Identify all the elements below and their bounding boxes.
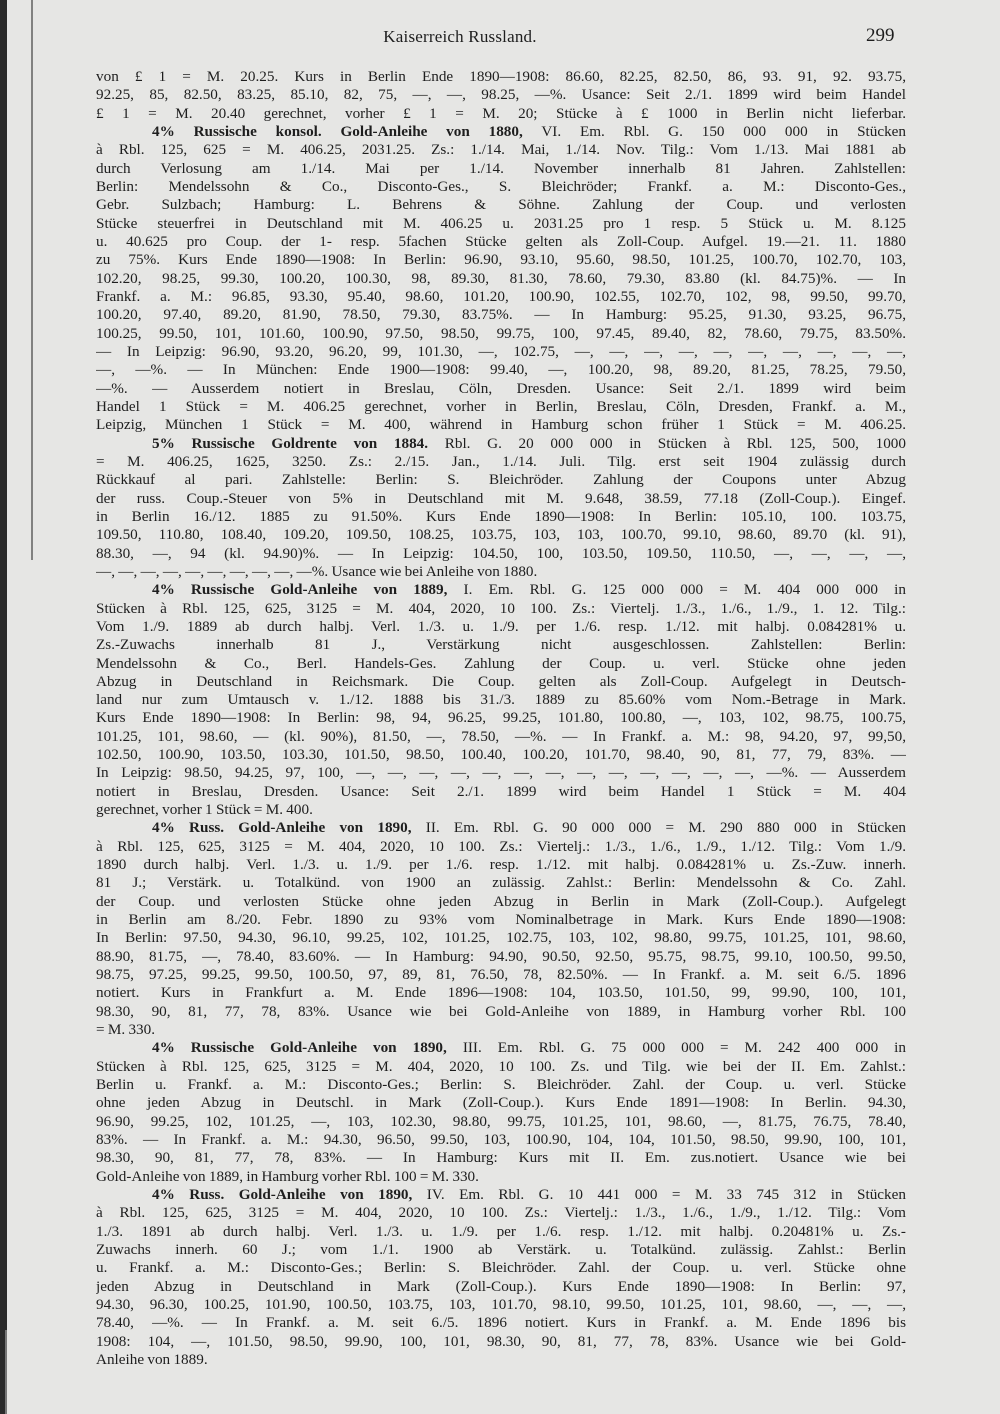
scan-line <box>31 0 33 560</box>
line-text: Anleihe von 1889. <box>96 1350 208 1368</box>
entry-heading-line <box>96 1039 906 1057</box>
text-line <box>96 1278 906 1296</box>
text-line <box>96 160 906 178</box>
line-text: gerechnet, vorher 1 Stück = M. 400. <box>96 801 313 819</box>
entry-heading-line <box>96 123 906 141</box>
line-text: der russ. Coup.-Steuer von 5% in Deutschland mit M. 9.648, 38.59, 77.18 (Zoll-Coup.). Eingef. <box>96 489 906 507</box>
line-text: jeden Abzug in Deutschland in Mark (Zoll-Coup.). Kurs Ende 1890—1908: In Berlin: 97, <box>96 1277 906 1295</box>
line-text: 98.30, 90, 81, 77, 78, 83%. — In Hamburg: Kurs mit II. Em. zus.notiert. Usance wie bei <box>96 1149 906 1167</box>
line-text: à Rbl. 125, 625 = M. 406.25, 2031.25. Zs.: 1./14. Mai, 1./14. Nov. Tilg.: Vom 1./13. Mai 1881 ab <box>96 141 906 159</box>
text-line <box>96 1259 906 1277</box>
line-text: Leipzig, München 1 Stück = M. 400, während in Hamburg schon früher 1 Stück = M. 406.25. <box>96 416 906 434</box>
line-text: von £ 1 = M. 20.25. Kurs in Berlin Ende 1890—1908: 86.60, 82.25, 82.50, 86, 93. 91, 92. 93.75, <box>96 68 906 85</box>
line-text: Berlin: Mendelssohn & Co., Disconto-Ges., S. Bleichröder; Frankf. a. M.: Disconto-Ges., <box>96 177 906 195</box>
line-text: 100.25, 99.50, 101, 101.60, 100.90, 97.50, 98.50, 99.75, 100, 97.45, 89.40, 82, 78.60, 79.75, 83.50%. <box>96 324 906 342</box>
bond-title: 4% Russ. Gold-Anleihe von 1890, <box>152 1186 413 1204</box>
text-line <box>96 196 906 214</box>
text-line <box>96 563 906 581</box>
line-text: 100.20, 97.40, 89.20, 81.90, 78.50, 79.30, 83.75%. — In Hamburg: 95.25, 91.30, 93.25, 96.75, <box>96 306 906 324</box>
text-line <box>96 1223 906 1241</box>
text-line <box>96 600 906 618</box>
entry-heading-line <box>96 819 906 837</box>
line-text: £ 1 = M. 20.40 gerechnet, vorher £ 1 = M. 20; Stücke à £ 1000 in Berlin nicht lieferbar. <box>96 104 906 122</box>
line-text: Stücke steuerfrei in Deutschland mit M. 406.25 u. 2031.25 pro 1 resp. 5 Stück u. M. 8.125 <box>96 214 906 232</box>
text-line <box>96 911 906 929</box>
line-text: 102.20, 98.25, 99.30, 100.20, 100.30, 98, 89.30, 81.30, 78.60, 79.30, 83.80 (kl. 84.75)%. — In <box>96 269 906 287</box>
line-text: 92.25, 85, 82.50, 83.25, 85.10, 82, 75, —, —, 98.25, —%. Usance: Seit 2./1. 1899 wird beim Handel <box>96 86 906 104</box>
line-text: 94.30, 96.30, 100.25, 101.90, 100.50, 103.75, 103, 101.70, 98.10, 99.50, 101.25, 101, 98.60, —, —, —, <box>96 1295 906 1313</box>
text-line <box>96 288 906 306</box>
text-line <box>96 801 906 819</box>
line-text: IV. Em. Rbl. G. 10 441 000 = M. 33 745 312 in Stücken <box>412 1186 906 1204</box>
line-text: Kurs Ende 1890—1908: In Berlin: 98, 94, 96.25, 99.25, 101.80, 100.80, —, 103, 102, 98.75, 100.75, <box>96 709 906 727</box>
text-line <box>96 1314 906 1332</box>
text-line <box>96 398 906 416</box>
text-line <box>96 838 906 856</box>
text-line <box>96 929 906 947</box>
text-line <box>96 105 906 123</box>
line-text: u. 40.625 pro Coup. der 1- resp. 5fachen Stücke gelten als Zoll-Coup. Aufgel. 19.—21. 11. 1880 <box>96 232 906 250</box>
text-line <box>96 68 906 86</box>
line-text: VI. Em. Rbl. G. 150 000 000 in Stücken <box>522 122 906 140</box>
text-line <box>96 1204 906 1222</box>
line-text: 98.75, 97.25, 99.25, 99.50, 100.50, 97, 89, 81, 76.50, 78, 82.50%. — In Frankf. a. M. seit 6./5. 1896 <box>96 966 906 984</box>
line-text: — In Leipzig: 96.90, 93.20, 96.20, 99, 101.30, —, 102.75, —, —, —, —, —, —, —, —, —, —, <box>96 342 906 360</box>
text-line <box>96 1058 906 1076</box>
text-line <box>96 325 906 343</box>
line-text: 96.90, 99.25, 102, 101.25, —, 103, 102.30, 98.80, 99.75, 101.25, 101, 98.60, —, 81.75, 76.75, 78.40, <box>96 1112 906 1130</box>
text-line <box>96 490 906 508</box>
line-text: Stücken à Rbl. 125, 625, 3125 = M. 404, 2020, 10 100. Zs.: Viertelj. 1./3., 1./6., 1./9., 1. 12. Tilg.: <box>96 599 906 617</box>
text-line <box>96 270 906 288</box>
line-text: Stücken à Rbl. 125, 625, 3125 = M. 404, 2020, 10 100. Zs. und Tilg. wie bei der II. Em. Zahlst.: <box>96 1057 906 1075</box>
text-line <box>96 416 906 434</box>
line-text: Rbl. G. 20 000 000 in Stücken à Rbl. 125, 500, 1000 <box>428 434 906 452</box>
line-text: 83%. — In Frankf. a. M.: 94.30, 96.50, 99.50, 103, 100.90, 104, 104, 101.50, 98.50, 99.90, 100, 101, <box>96 1131 906 1149</box>
text-line <box>96 178 906 196</box>
bond-title: 4% Russ. Gold-Anleihe von 1890, <box>152 819 412 837</box>
line-text: In Leipzig: 98.50, 94.25, 97, 100, —, —, —, —, —, —, —, —, —, —, —, —, —, —%. — Ausserdem <box>96 764 906 782</box>
line-text: In Berlin: 97.50, 94.30, 96.10, 99.25, 102, 101.25, 102.75, 103, 102, 98.80, 99.75, 101.25, 101, 98.60, <box>96 929 906 947</box>
text-line <box>96 545 906 563</box>
text-line <box>96 471 906 489</box>
text-line <box>96 1076 906 1094</box>
line-text: 109.50, 110.80, 108.40, 109.20, 109.50, 108.25, 103.75, 103, 103, 100.70, 99.10, 98.60, 89.70 (kl. 91), <box>96 526 906 544</box>
line-text: 1908: 104, —, 101.50, 98.50, 99.90, 100, 101, 98.30, 90, 81, 77, 78, 83%. Usance wie bei Gold- <box>96 1332 906 1350</box>
page-body <box>96 68 906 1369</box>
line-text: in Berlin 16./12. 1885 zu 91.50%. Kurs Ende 1890—1908: In Berlin: 105.10, 100. 103.75, <box>96 507 906 525</box>
text-line <box>96 728 906 746</box>
text-line <box>96 709 906 727</box>
line-text: Rückkauf al pari. Zahlstelle: Berlin: S. Bleichröder. Zahlung der Coupons unter Abzug <box>96 471 906 489</box>
line-text: II. Em. Rbl. G. 90 000 000 = M. 290 880 000 in Stücken <box>411 819 906 837</box>
text-line <box>96 746 906 764</box>
line-text: Berlin u. Frankf. a. M.: Disconto-Ges.; Berlin: S. Bleichröder. Zahl. der Coup. u. verl. Stücke <box>96 1076 906 1094</box>
text-line <box>96 948 906 966</box>
text-line <box>96 215 906 233</box>
bond-title: 5% Russische Goldrente von 1884. <box>152 434 429 452</box>
line-text: land nur zum Umtausch v. 1./12. 1888 bis 31./3. 1889 zu 85.60% vom Nom.-Betrage in Mark. <box>96 691 906 709</box>
line-text: à Rbl. 125, 625, 3125 = M. 404, 2020, 10 100. Zs.: Viertelj.: 1./3., 1./6., 1./9., 1./12. Tilg.: Vom <box>96 1204 906 1222</box>
text-line <box>96 251 906 269</box>
text-line <box>96 856 906 874</box>
line-text: I. Em. Rbl. G. 125 000 000 = M. 404 000 000 in <box>447 581 906 599</box>
line-text: durch Verlosung am 1./14. Mai per 1./14. November innerhalb 81 Jahren. Zahlstellen: <box>96 159 906 177</box>
text-line <box>96 453 906 471</box>
text-line <box>96 984 906 1002</box>
page-number: 299 <box>866 25 895 46</box>
line-text: Frankf. a. M.: 96.85, 93.30, 95.40, 98.60, 101.20, 100.90, 102.55, 102.70, 102, 98, 99.50, 99.70, <box>96 287 906 305</box>
text-line <box>96 636 906 654</box>
line-text: Zuwachs innerh. 60 J.; vom 1./1. 1900 ab Verstärk. u. Totalkünd. zulässig. Zahlst.: Berlin <box>96 1241 906 1258</box>
text-line <box>96 1351 906 1369</box>
running-head: Kaiserreich Russland. <box>383 27 537 46</box>
entry-heading-line <box>96 581 906 599</box>
text-line <box>96 1333 906 1351</box>
line-text: ohne jeden Abzug in Deutschl. in Mark (Zoll-Coup.). Kurs Ende 1891—1908: In Berlin. 94.30, <box>96 1094 906 1112</box>
text-line <box>96 618 906 636</box>
line-text: 88.90, 81.75, —, 78.40, 83.60%. — In Hamburg: 94.90, 90.50, 92.50, 95.75, 98.75, 99.10, 100.50, 99.50, <box>96 947 906 965</box>
line-text: = M. 406.25, 1625, 3250. Zs.: 2./15. Jan., 1./14. Juli. Tilg. erst seit 1904 zulässig durch <box>96 452 906 470</box>
line-text: der Coup. und verlosten Stücke ohne jeden Abzug in Berlin in Mark (Zoll-Coup.). Aufgelegt <box>96 892 906 910</box>
text-line <box>96 655 906 673</box>
text-line <box>96 361 906 379</box>
line-text: 1890 durch halbj. Verl. 1./3. u. 1./9. per 1./6. resp. 1./12. mit halbj. 0.084281% u. Zs.-Zuw. innerh. <box>96 856 906 874</box>
text-line <box>96 233 906 251</box>
line-text: 98.30, 90, 81, 77, 78, 83%. Usance wie bei Gold-Anleihe von 1889, in Hamburg vorher Rbl. 100 <box>96 1002 906 1020</box>
line-text: —%. — Ausserdem notiert in Breslau, Cöln, Dresden. Usance: Seit 2./1. 1899 wird beim <box>96 379 906 397</box>
entry-heading-line <box>96 1186 906 1204</box>
text-line <box>96 86 906 104</box>
line-text: Abzug in Deutschland in Reichsmark. Die Coup. gelten als Zoll-Coup. Aufgelegt in Deutsch- <box>96 672 906 690</box>
text-line <box>96 893 906 911</box>
scan-edge <box>0 0 7 1414</box>
text-line <box>96 764 906 782</box>
line-text: notiert in Breslau, Dresden. Usance: Seit 2./1. 1899 wird beim Handel 1 Stück = M. 404 <box>96 782 906 800</box>
line-text: Vom 1./9. 1889 ab durch halbj. Verl. 1./3. u. 1./9. per 1./6. resp. 1./12. mit halbj. 0.084281% u. <box>96 617 906 635</box>
text-line <box>96 1168 906 1186</box>
text-line <box>96 306 906 324</box>
text-line <box>96 141 906 159</box>
line-text: in Berlin am 8./20. Febr. 1890 zu 93% vom Nominalbetrage in Mark. Kurs Ende 1890—1908: <box>96 911 906 929</box>
line-text: 78.40, —%. — In Frankf. a. M. seit 6./5. 1896 notiert. Kurs in Frankf. a. M. Ende 1896 bis <box>96 1314 906 1332</box>
line-text: Mendelssohn & Co., Berl. Handels-Ges. Zahlung der Coup. u. verl. Stücke ohne jeden <box>96 654 906 672</box>
text-line <box>96 783 906 801</box>
bond-title: 4% Russische Gold-Anleihe von 1889, <box>152 581 448 599</box>
line-text: = M. 330. <box>96 1021 156 1039</box>
line-text: à Rbl. 125, 625, 3125 = M. 404, 2020, 10 100. Zs.: Viertelj.: 1./3., 1./6., 1./9., 1./12. Tilg.: Vom 1./9. <box>96 837 906 855</box>
text-line <box>96 1003 906 1021</box>
line-text: Gebr. Sulzbach; Hamburg: L. Behrens & Söhne. Zahlung der Coup. und verlosten <box>96 196 906 214</box>
text-line <box>96 673 906 691</box>
text-line <box>96 691 906 709</box>
text-line <box>96 1021 906 1039</box>
line-text: 88.30, —, 94 (kl. 94.90)%. — In Leipzig: 104.50, 100, 103.50, 109.50, 110.50, —, —, —, —, <box>96 544 906 562</box>
text-line <box>96 1113 906 1131</box>
entry-heading-line <box>96 435 906 453</box>
text-line <box>96 1241 906 1259</box>
text-line <box>96 1094 906 1112</box>
bond-title: 4% Russische Gold-Anleihe von 1890, <box>152 1039 447 1057</box>
line-text: zu 75%. Kurs Ende 1890—1908: In Berlin: 96.90, 93.10, 95.60, 98.50, 101.25, 100.70, 102.70, 103, <box>96 251 906 269</box>
line-text: —, —, —, —, —, —, —, —, —, —%. Usance wie bei Anleihe von 1880. <box>96 562 538 580</box>
scan-line <box>5 1330 7 1414</box>
text-line <box>96 874 906 892</box>
line-text: u. Frankf. a. M.: Disconto-Ges.; Berlin: S. Bleichröder. Zahl. der Coup. u. verl. Stücke ohne <box>96 1259 906 1277</box>
line-text: Handel 1 Stück = M. 406.25 gerechnet, vorher in Berlin, Breslau, Cöln, Dresden, Frankf. a. M., <box>96 397 906 415</box>
text-line <box>96 343 906 361</box>
text-line <box>96 1149 906 1167</box>
line-text: 81 J.; Verstärk. u. Totalkünd. von 1900 an zulässig. Zahlst.: Berlin: Mendelssohn & Co. Zahl. <box>96 874 906 892</box>
bond-title: 4% Russische konsol. Gold-Anleihe von 1880, <box>152 122 523 140</box>
line-text: notiert. Kurs in Frankfurt a. M. Ende 1896—1908: 104, 103.50, 101.50, 99, 99.90, 100, 101, <box>96 984 906 1002</box>
line-text: Gold-Anleihe von 1889, in Hamburg vorher Rbl. 100 = M. 330. <box>96 1167 479 1185</box>
line-text: 102.50, 100.90, 103.50, 103.30, 101.50, 98.50, 100.40, 100.20, 101.70, 98.40, 90, 81, 77, 79, 83%. — <box>96 746 906 764</box>
text-line <box>96 1131 906 1149</box>
text-line <box>96 966 906 984</box>
line-text: Zs.-Zuwachs innerhalb 81 J., Verstärkung nicht ausgeschlossen. Zahlstellen: Berlin: <box>96 636 906 654</box>
text-line <box>96 380 906 398</box>
line-text: —, —%. — In München: Ende 1900—1908: 99.40, —, 100.20, 98, 89.20, 81.25, 78.25, 79.50, <box>96 361 906 379</box>
line-text: 101.25, 101, 98.60, — (kl. 90%), 81.50, —, 78.50, —%. — In Frankf. a. M.: 98, 94.20, 97, 99,50, <box>96 727 906 745</box>
line-text: 1./3. 1891 ab durch halbj. Verl. 1./3. u. 1./9. per 1./6. resp. 1./12. mit halbj. 0.20481% u. Zs.- <box>96 1222 906 1240</box>
text-line <box>96 526 906 544</box>
line-text: III. Em. Rbl. G. 75 000 000 = M. 242 400 000 in <box>446 1039 906 1057</box>
text-line <box>96 508 906 526</box>
text-line <box>96 1296 906 1314</box>
